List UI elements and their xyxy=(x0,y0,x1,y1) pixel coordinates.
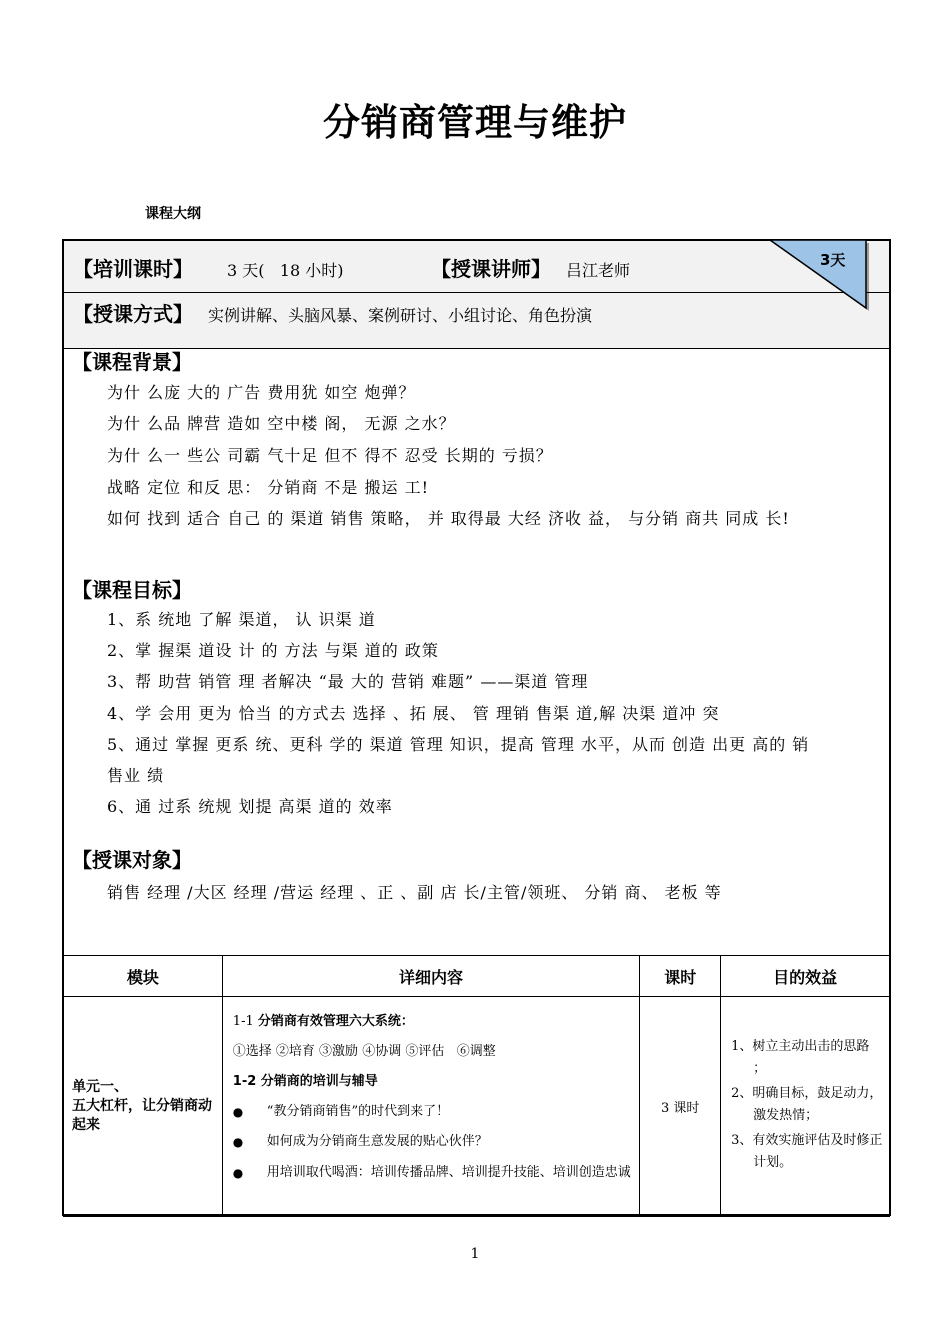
benefit-2: 2、明确目标，鼓足动力，激发热情； xyxy=(731,1086,883,1123)
unit-line-2: 五大杠杆，让分销商动起来 xyxy=(72,1098,212,1133)
module-table xyxy=(63,955,890,1217)
col-header-hours: 课时 xyxy=(640,956,721,997)
objective-line-5-cont: 售业 绩 xyxy=(107,766,165,785)
instructor-label: 【授课讲师】 xyxy=(431,257,551,281)
col-header-benefit: 目的效益 xyxy=(721,956,890,997)
unit-line-1: 单元一、 xyxy=(72,1079,128,1095)
background-line-3: 为什 么一 些公 司霸 气十足 但不 得不 忍受 长期的 亏损？ xyxy=(107,446,553,465)
duration-label: 【培训课时】 xyxy=(73,257,193,281)
background-line-1: 为什 么庞 大的 广告 费用犹 如空 炮弹？ xyxy=(107,383,416,402)
bullet-icon: ● xyxy=(232,1105,244,1119)
audience-title: 【授课对象】 xyxy=(72,848,192,872)
list-item xyxy=(233,1161,631,1185)
list-item xyxy=(233,1127,631,1157)
background-line-5: 如何 找到 适合 自己 的 渠道 销售 策略， 并 取得最 大经 济收 益， 与分销 商共 同成 长! xyxy=(107,509,790,528)
detail-line-3: 1-2 分销商的培训与辅导 xyxy=(232,1074,378,1089)
header-separator xyxy=(64,292,889,293)
method-label: 【授课方式】 xyxy=(73,302,193,326)
detail-line-1 xyxy=(233,1007,631,1037)
benefit-cell xyxy=(721,997,890,1217)
bullet-icon: ● xyxy=(232,1135,244,1149)
detail-line-2: ①选择 ②培育 ③激励 ④协调 ⑤评估 ⑥调整 xyxy=(232,1044,496,1059)
benefit-1: 1、树立主动出击的思路 ； xyxy=(731,1039,870,1076)
audience-line: 销售 经理 /大区 经理 /营运 经理 、正 、副 店 长/主管/领班、 分销 商、 老板 等 xyxy=(107,883,722,902)
background-title: 【课程背景】 xyxy=(72,350,192,374)
detail-line-1-title: 分销商有效管理六大系统： xyxy=(257,1014,414,1029)
objective-line-2: 2、掌 握渠 道设 计 的 方法 与渠 道的 政策 xyxy=(107,641,439,660)
detail-cell xyxy=(222,997,639,1217)
col-header-detail: 详细内容 xyxy=(222,956,639,997)
col-header-module: 模块 xyxy=(64,956,223,997)
background-line-2: 为什 么品 牌营 造如 空中楼 阁， 无源 之水？ xyxy=(107,414,456,433)
objective-line-3: 3、帮 助营 销管 理 者解决 “最 大的 营销 难题” ——渠道 管理 xyxy=(107,672,589,691)
table-row xyxy=(64,997,890,1217)
bullet-text-2: 如何成为分销商生意发展的贴心伙伴？ xyxy=(266,1134,488,1149)
detail-line-1-prefix: 1-1 xyxy=(232,1014,258,1029)
duration-value: 3 天( 18 小时) xyxy=(227,261,344,280)
objective-line-5: 5、通过 掌握 更系 统、更科 学的 渠道 管理 知识，提高 管理 水平，从而 创造 出更 高的 销 xyxy=(107,735,810,754)
benefit-3: 3、有效实施评估及时修正计划。 xyxy=(731,1133,883,1170)
objective-line-6: 6、通 过系 统规 划提 高渠 道的 效率 xyxy=(107,797,393,816)
bullet-text-3: 用培训取代喝酒：培训传播品牌、培训提升技能、培训创造忠诚 xyxy=(266,1165,631,1180)
hours-cell: 3 课时 xyxy=(640,997,721,1217)
table-header-row xyxy=(64,956,890,997)
unit-cell xyxy=(64,997,223,1217)
duration-badge-text: 3天 xyxy=(820,251,846,269)
background-line-4: 战略 定位 和反 思： 分销商 不是 搬运 工! xyxy=(107,478,430,497)
duration-badge-icon xyxy=(768,238,870,312)
bullet-text-1: “教分销商销售”的时代到来了！ xyxy=(266,1104,450,1119)
objective-line-4: 4、学 会用 更为 恰当 的方式去 选择 、拓 展、 管 理销 售渠 道,解 决渠 道冲 突 xyxy=(107,704,720,723)
instructor-value: 吕江老师 xyxy=(566,261,631,280)
page-title: 分销商管理与维护 xyxy=(323,101,627,144)
objective-line-1: 1、系 统地 了解 渠道， 认 识渠 道 xyxy=(107,610,376,629)
outline-label: 课程大纲 xyxy=(145,206,201,222)
list-item xyxy=(233,1097,631,1127)
method-value: 实例讲解、头脑风暴、案例研讨、小组讨论、角色扮演 xyxy=(208,306,593,325)
page-number: 1 xyxy=(470,1246,480,1262)
bullet-icon: ● xyxy=(232,1166,244,1180)
objectives-title: 【课程目标】 xyxy=(72,578,192,602)
